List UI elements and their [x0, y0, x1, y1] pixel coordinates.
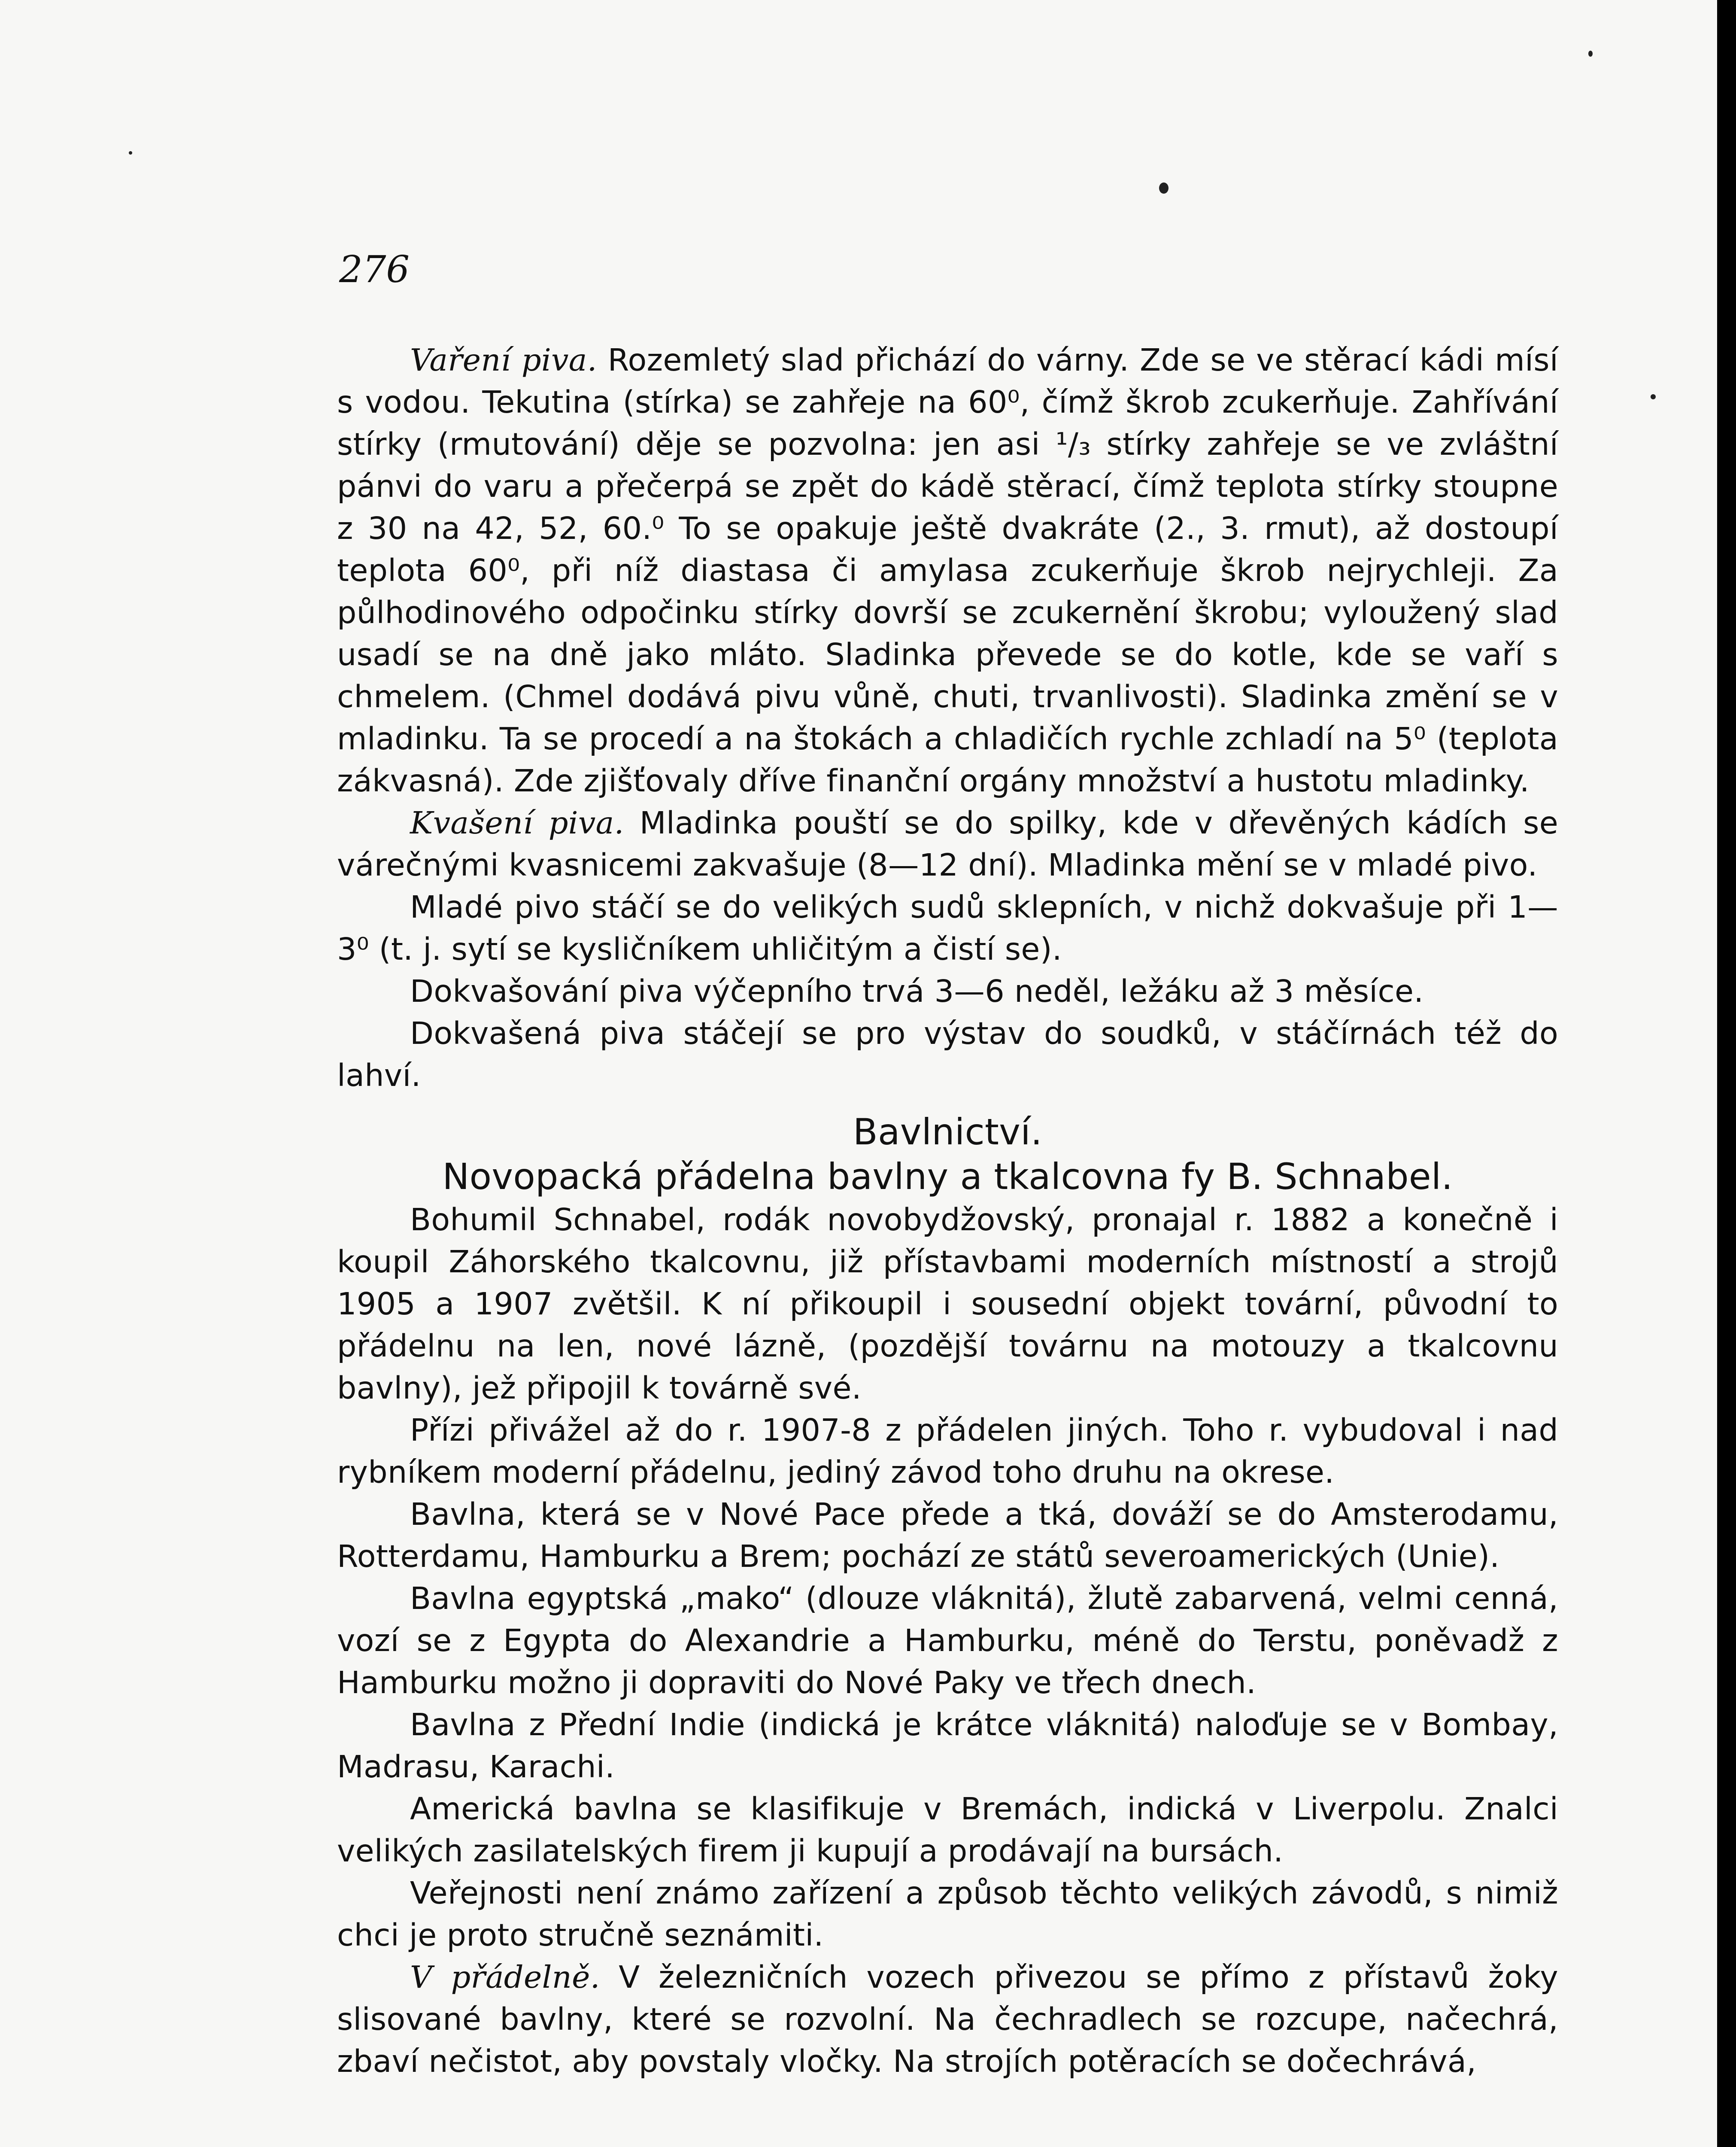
- paragraph-text: Bavlna egyptská „mako“ (dlouze vláknitá), žlutě zabarvená, velmi cenná, vozí se z Egypta do Alexandrie a Hamburku, méně do Terstu, poněvadž z Hamburku možno ji dopraviti do Nové Paky ve třech dnech.: [337, 1581, 1558, 1700]
- body-text: [337, 339, 1558, 2083]
- paragraph-lead: Vaření piva.: [410, 342, 597, 378]
- paragraph-text: Mladé pivo stáčí se do velikých sudů sklepních, v nichž dokvašuje při 1—3⁰ (t. j. sytí se kysličníkem uhličitým a čistí se).: [337, 889, 1558, 967]
- paragraph-kvaseni-piva: [337, 802, 1558, 886]
- paragraph-lead: V přádelně.: [410, 1959, 600, 1995]
- paragraph-text: Rozemletý slad přichází do várny. Zde se ve stěrací kádi mísí s vodou. Tekutina (stírka) se zahřeje na 60⁰, čímž škrob zcukerňuje. Zahřívání stírky (rmutování) děje se pozvolna: jen asi ¹/₃ stírky zahřeje se ve zvláštní pánvi do varu a přečerpá se zpět do kádě stěrací, čímž teplota stírky stoupne z 30 na 42, 52, 60.⁰ To se opakuje ještě dvakráte (2., 3. rmut), až dostoupí teplota 60⁰, při níž diastasa či amylasa zcukerňuje škrob nejrychleji. Za půlhodinového odpočinku stírky dovrší se zcukernění škrobu; vyloužený slad usadí se na dně jako mláto. Sladinka převede se do kotle, kde se vaří s chmelem. (Chmel dodává pivu vůně, chuti, trvanlivosti). Sladinka změní se v mladinku. Ta se procedí a na štokách a chladičích rychle zchladí na 5⁰ (teplota zákvasná). Zde zjišťovaly dříve finanční orgány množství a hustotu mladinky.: [337, 342, 1558, 799]
- scan-speck: [1588, 51, 1593, 57]
- paragraph: [337, 1409, 1558, 1493]
- paragraph-text: Americká bavlna se klasifikuje v Bremách, indická v Liverpolu. Znalci velikých zasilatelských firem ji kupují a prodávají na bursách.: [337, 1791, 1558, 1869]
- paragraph-text: Přízi přivážel až do r. 1907-8 z přádelen jiných. Toho r. vybudoval i nad rybníkem moderní přádelnu, jediný závod toho druhu na okrese.: [337, 1412, 1558, 1490]
- paragraph-text: Veřejnosti není známo zařízení a způsob těchto velikých závodů, s nimiž chci je proto stručně seznámiti.: [337, 1875, 1558, 1953]
- paragraph: [337, 886, 1558, 970]
- paragraph-text: Bavlna, která se v Nové Pace přede a tká, dováží se do Amsterodamu, Rotterdamu, Hamburku a Brem; pochází ze států severoamerických (Unie).: [337, 1496, 1558, 1574]
- page-number: 276: [339, 248, 410, 291]
- paragraph: [337, 1704, 1558, 1788]
- paragraph: [337, 970, 1558, 1013]
- section-subheading: Novopacká přádelna bavlny a tkalcovna fy B. Schnabel.: [442, 1156, 1453, 1198]
- paragraph-lead: Kvašení piva.: [410, 805, 624, 841]
- scan-speck: [1651, 394, 1656, 399]
- paragraph-vareni-piva: [337, 339, 1558, 802]
- paragraph-text: Dokvašování piva výčepního trvá 3—6 neděl, ležáku až 3 měsíce.: [410, 973, 1424, 1009]
- paragraph-v-pradelne: [337, 1956, 1558, 2083]
- paragraph: [337, 1578, 1558, 1704]
- paragraph: [337, 1199, 1558, 1409]
- paragraph-text: Bavlna z Přední Indie (indická je krátce vláknitá) naloďuje se v Bombay, Madrasu, Karachi.: [337, 1707, 1558, 1785]
- paragraph-text: V železničních vozech přivezou se přímo z přístavů žoky slisované bavlny, které se rozvolní. Na čechradlech se rozcupe, načechrá, zbaví nečistot, aby povstaly vločky. Na strojích potěracích se dočechrává,: [337, 1959, 1559, 2079]
- paragraph: [337, 1013, 1558, 1097]
- paragraph: [337, 1493, 1558, 1578]
- paragraph: [337, 1872, 1558, 1956]
- paragraph-text: Mladinka pouští se do spilky, kde v dřevěných kádích se várečnými kvasnicemi zakvašuje (8—12 dní). Mladinka mění se v mladé pivo.: [337, 805, 1558, 883]
- paragraph-text: Dokvašená piva stáčejí se pro výstav do soudků, v stáčírnách též do lahví.: [337, 1016, 1558, 1093]
- paragraph: [337, 1788, 1558, 1872]
- scan-speck: [129, 151, 132, 155]
- paragraph-text: Bohumil Schnabel, rodák novobydžovský, pronajal r. 1882 a konečně i koupil Záhorského tkalcovnu, již přístavbami moderních místností a strojů 1905 a 1907 zvětšil. K ní přikoupil i sousední objekt tovární, původní to přádelnu na len, nové lázně, (pozdější továrnu na motouzy a tkalcovnu bavlny), jež připojil k továrně své.: [337, 1202, 1558, 1406]
- section-heading: Bavlnictví.: [853, 1111, 1042, 1153]
- scan-speck: [1159, 182, 1168, 194]
